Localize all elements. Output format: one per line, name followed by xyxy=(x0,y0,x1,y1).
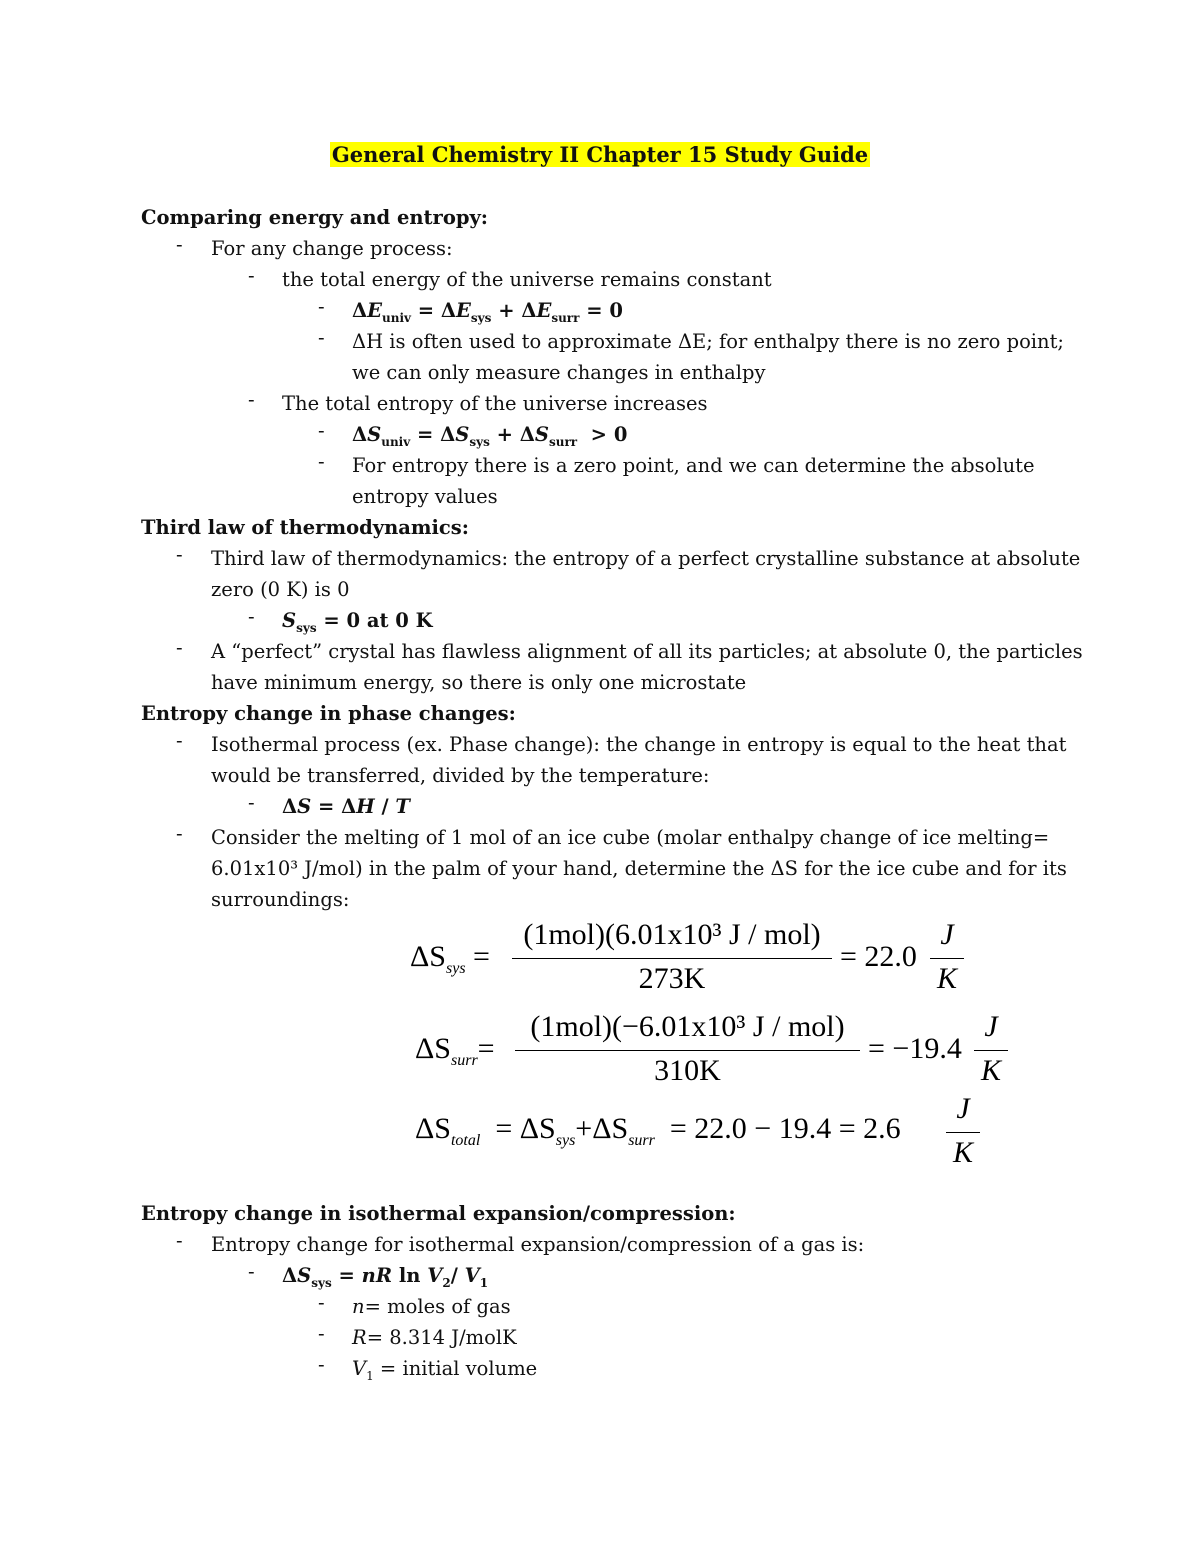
section-heading-isothermal-expansion: Entropy change in isothermal expansion/compression: xyxy=(141,1202,736,1225)
bullet-text: zero (0 K) is 0 xyxy=(211,578,350,601)
equation-isothermal: ΔS = ΔH / T xyxy=(282,795,410,818)
eq2-unit-den: K xyxy=(980,1054,1001,1087)
bullet-dash: - xyxy=(176,822,183,845)
bullet-text: For entropy there is a zero point, and we can determine the absolute xyxy=(352,454,1035,477)
page-title: General Chemistry II Chapter 15 Study Guide xyxy=(331,142,869,167)
bullet-dash: - xyxy=(248,388,255,411)
bullet-text: For any change process: xyxy=(211,237,453,260)
bullet-text: surroundings: xyxy=(211,888,350,911)
eq1-denominator: 273K xyxy=(638,962,706,995)
bullet-text: R= 8.314 J/molK xyxy=(352,1326,517,1349)
eq2-fraction-bar xyxy=(515,1050,860,1051)
bullet-text: Third law of thermodynamics: the entropy of a perfect crystalline substance at absolute xyxy=(211,547,1081,570)
eq1-unit-bar xyxy=(930,958,964,959)
eq1-unit-den: K xyxy=(936,962,957,995)
bullet-dash: - xyxy=(318,295,325,318)
bullet-dash: - xyxy=(176,233,183,256)
bullet-text: A “perfect” crystal has flawless alignment of all its particles; at absolute 0, the particles xyxy=(211,640,1083,663)
eq3-unit-bar xyxy=(946,1132,980,1133)
bullet-dash: - xyxy=(248,791,255,814)
section-heading-third-law: Third law of thermodynamics: xyxy=(141,516,469,539)
bullet-text: we can only measure changes in enthalpy xyxy=(352,361,766,384)
eq1-unit-num: J xyxy=(940,918,954,951)
eq1-result: = 22.0 xyxy=(840,940,917,973)
equation-isothermal-expansion: $\Delta S_{sys}$ = nR $\ln V_2/$ $V_1$ xyxy=(282,1264,489,1290)
bullet-text: have minimum energy, so there is only one microstate xyxy=(211,671,747,694)
bullet-dash: - xyxy=(248,605,255,628)
eq2-result: = −19.4 xyxy=(868,1032,962,1065)
bullet-dash: - xyxy=(176,729,183,752)
bullet-dash: - xyxy=(318,326,325,349)
bullet-text: the total energy of the universe remains constant xyxy=(282,268,772,291)
eq1-lhs: $\Delta S_{sys}$ = xyxy=(410,940,490,977)
eq3-unit-num: J xyxy=(956,1092,970,1125)
bullet-text: $V_1$ = initial volume xyxy=(352,1357,538,1383)
bullet-text: 6.01x10³ J/mol) in the palm of your hand, determine the ΔS for the ice cube and for its xyxy=(211,857,1067,880)
bullet-dash: - xyxy=(318,1353,325,1376)
eq3-expression: $\Delta S_{total} = \Delta S_{sys}+\Delta S_{surr} = 22.0 - 19.4 = 2.6$ xyxy=(415,1112,901,1149)
eq2-numerator: (1mol)(−6.01x10³ J / mol) xyxy=(530,1010,845,1043)
bullet-dash: - xyxy=(248,1260,255,1283)
eq2-denominator: 310K xyxy=(654,1054,721,1087)
equation-energy-universe: $\Delta E_{univ} = \Delta E_{sys} + \Delta E_{surr} = 0$ xyxy=(352,299,623,325)
eq3-unit-den: K xyxy=(952,1136,973,1169)
eq2-unit-num: J xyxy=(984,1010,998,1043)
bullet-dash: - xyxy=(318,1291,325,1314)
eq2-unit-bar xyxy=(974,1050,1008,1051)
bullet-text: n= moles of gas xyxy=(352,1295,511,1318)
bullet-dash: - xyxy=(176,636,183,659)
bullet-dash: - xyxy=(318,1322,325,1345)
section-heading-phase-changes: Entropy change in phase changes: xyxy=(141,702,516,725)
equation-entropy-universe: $\Delta S_{univ} = \Delta S_{sys} + \Delta S_{surr} > 0$ xyxy=(352,423,628,449)
bullet-text: The total entropy of the universe increases xyxy=(282,392,708,415)
bullet-dash: - xyxy=(318,450,325,473)
bullet-text: Consider the melting of 1 mol of an ice cube (molar enthalpy change of ice melting= xyxy=(211,826,1050,849)
bullet-dash: - xyxy=(176,543,183,566)
eq2-lhs: $\Delta S_{surr}=$ xyxy=(415,1032,495,1069)
bullet-dash: - xyxy=(318,419,325,442)
bullet-dash: - xyxy=(176,1229,183,1252)
bullet-text: Isothermal process (ex. Phase change): the change in entropy is equal to the heat that xyxy=(211,733,1067,756)
eq1-fraction-bar xyxy=(512,958,832,959)
bullet-text: ΔH is often used to approximate ΔE; for enthalpy there is no zero point; xyxy=(352,330,1065,353)
bullet-text: would be transferred, divided by the temperature: xyxy=(211,764,710,787)
bullet-text: Entropy change for isothermal expansion/compression of a gas is: xyxy=(211,1233,865,1256)
eq1-numerator: (1mol)(6.01x10³ J / mol) xyxy=(523,918,821,951)
bullet-dash: - xyxy=(248,264,255,287)
bullet-text: entropy values xyxy=(352,485,498,508)
equation-third-law: $S_{sys} = 0$ at 0 K xyxy=(282,609,433,635)
section-heading-energy-entropy: Comparing energy and entropy: xyxy=(141,206,489,229)
